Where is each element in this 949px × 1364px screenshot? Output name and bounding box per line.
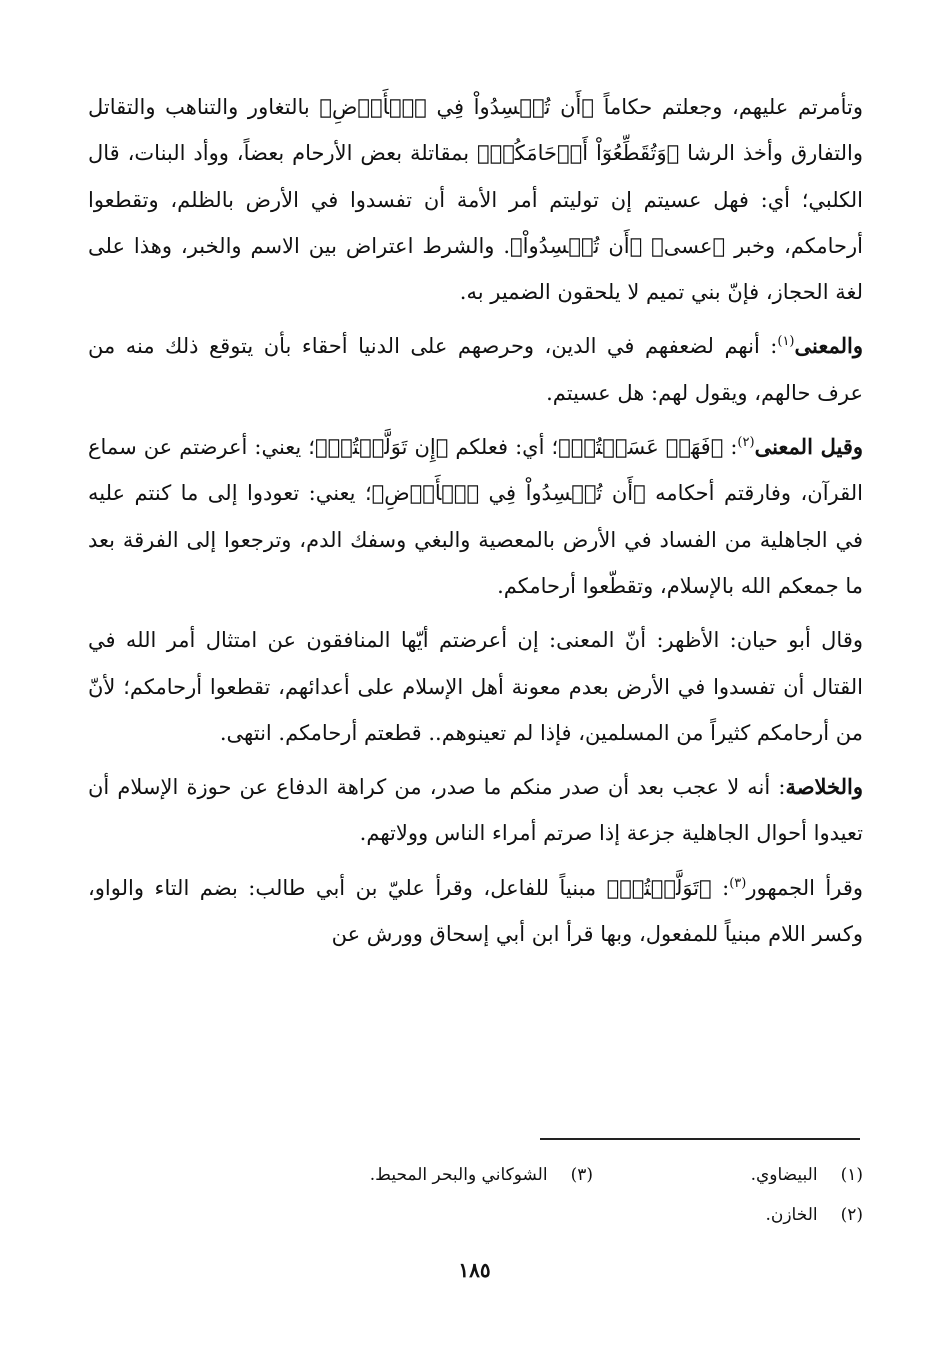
paragraph-1 xyxy=(88,84,863,315)
footnote-number: (٣) xyxy=(570,1165,593,1185)
paragraph-2 xyxy=(88,323,863,416)
footnote-number: (٢) xyxy=(840,1205,863,1225)
paragraph-text: : ﴿تَوَلَّيۡتُمۡ﴾ مبنياً للفاعل، وقرأ عليّ بن أبي طالب: بضم التاء والواو، وكسر اللام مبنياً للمفعول، وبها قرأ ابن أبي إسحاق وورش عن xyxy=(88,875,863,947)
paragraph-text: وتأمرتم عليهم، وجعلتم حكاماً ﴿أَن تُفۡسِدُواْ فِي ٱلۡأَرۡضِ﴾ بالتغاور والتناهب والتقاتل والتفارق وأخذ الرشا ﴿وَتُقَطِّعُوٓاْ أَرۡحَامَكُمۡ﴾ بمقاتلة بعض الأرحام بعضاً، ووأد البنات، قال الكلبي؛ أي: فهل عسيتم إن توليتم أمر الأمة أن تفسدوا في الأرض بالظلم، وتقطعوا أرحامكم، وخبر ﴿عسى﴾ ﴿أَن تُفۡسِدُواْ﴾. والشرط اعتراض بين الاسم والخبر، وهذا على لغة الحجاز، فإنّ بني تميم لا يلحقون الضمير به. xyxy=(88,95,863,305)
footnote-divider xyxy=(540,1138,860,1140)
paragraph-text: وقال أبو حيان: الأظهر: أنّ المعنى: إن أعرضتم أيّها المنافقون عن امتثال أمر الله في القتال أن تفسدوا في الأرض بعدم معونة أهل الإسلام على أعدائهم، تقطعوا أرحامكم؛ لأنّ من أرحامكم كثيراً من المسلمين، فإذا لم تعينوهم.. قطعتم أرحامكم. انتهى. xyxy=(88,628,863,745)
footnote-row xyxy=(88,1195,863,1235)
paragraph-text: : ﴿فَهَلۡ عَسَيۡتُمۡ﴾؛ أي: فعلكم ﴿إِن تَوَلَّيۡتُمۡ﴾؛ يعني: أعرضتم عن سماع القرآن، وفارقتم أحكامه ﴿أَن تُفۡسِدُواْ فِي ٱلۡأَرۡضِ﴾؛ يعني: تعودوا إلى ما كنتم عليه في الجاهلية من الفساد في الأرض بالمعصية والبغي وسفك الدم، وترجعوا إلى الفرقة بعد ما جمعكم الله بالإسلام، وتقطّعوا أرحامكم. xyxy=(88,435,863,598)
footnote-item xyxy=(323,1155,593,1195)
paragraph-lead: والخلاصة xyxy=(785,774,863,800)
paragraph-text: : أنهم لضعفهم في الدين، وحرصهم على الدنيا أحقاء بأن يتوقع ذلك منه من عرف حالهم، ويقول لهم: هل عسيتم. xyxy=(88,334,863,405)
paragraph-6 xyxy=(88,865,863,958)
footnote-item xyxy=(593,1155,863,1195)
page-number: ١٨٥ xyxy=(458,1258,491,1282)
footnotes xyxy=(88,1155,863,1235)
footnote-text: الخازن. xyxy=(765,1205,818,1225)
footnote-marker: (٣) xyxy=(729,875,747,891)
footnote-text: الشوكاني والبحر المحيط. xyxy=(369,1165,548,1185)
paragraph-4 xyxy=(88,617,863,756)
paragraph-text: : أنه لا عجب بعد أن صدر منكم ما صدر، من كراهة الدفاع عن حوزة الإسلام أن تعيدوا أحوال الجاهلية جزعة إذا صرتم أمراء الناس وولاتهم. xyxy=(88,775,863,846)
paragraph-3 xyxy=(88,424,863,609)
paragraph-prefix: وقرأ الجمهور xyxy=(746,875,863,900)
main-text xyxy=(88,84,863,965)
footnote-text: البيضاوي. xyxy=(750,1165,818,1185)
paragraph-lead: وقيل المعنى xyxy=(754,434,863,460)
footnote-marker: (٢) xyxy=(737,435,755,451)
footnote-item xyxy=(593,1195,863,1235)
footnote-marker: (١) xyxy=(777,334,795,350)
footnote-number: (١) xyxy=(840,1165,863,1185)
paragraph-lead: والمعنى xyxy=(794,333,863,359)
paragraph-5 xyxy=(88,764,863,857)
footnote-row xyxy=(88,1155,863,1195)
